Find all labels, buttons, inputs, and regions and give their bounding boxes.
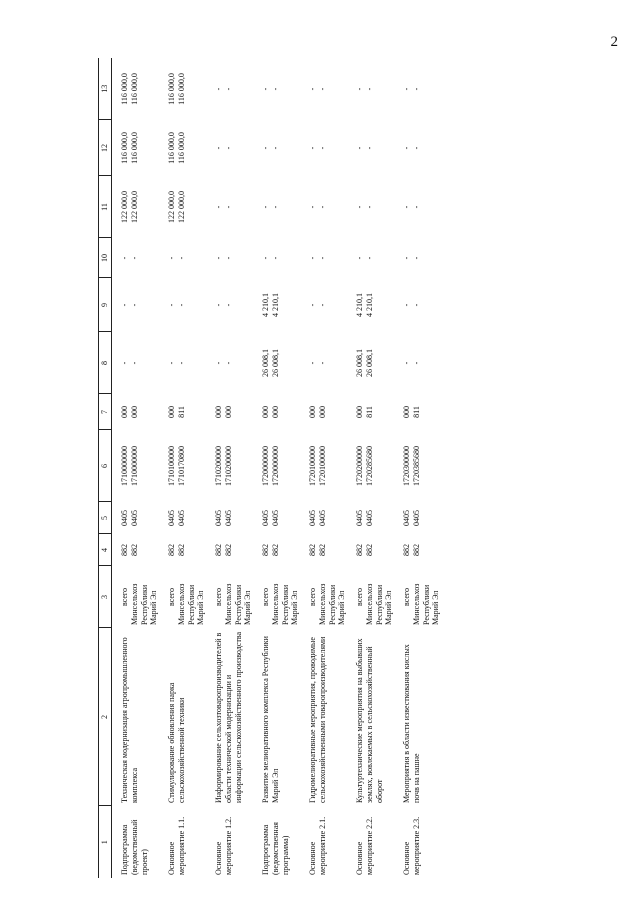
- cell-c5: 0405: [120, 510, 129, 526]
- cell-c8: -: [223, 361, 233, 365]
- cell-c12: -: [223, 146, 233, 150]
- responsible-executor: всего: [355, 588, 364, 607]
- cell-c12: -: [411, 146, 421, 150]
- cell-c6: 1710200000: [214, 446, 223, 486]
- cell-c10: -: [176, 256, 186, 260]
- cell-c13: -: [308, 87, 317, 91]
- cell-c6: 1720385680: [411, 446, 421, 486]
- cell-c13: -: [364, 87, 374, 91]
- cell-c8: -: [402, 361, 411, 365]
- cell-c8: 26 008,1: [355, 349, 364, 377]
- cell-c11: 122 000,0: [167, 191, 176, 223]
- cell-c8: -: [308, 361, 317, 365]
- page-number: 2: [610, 34, 618, 50]
- cell-c10: -: [223, 256, 233, 260]
- cell-c13: 116 000,0: [120, 73, 129, 105]
- cell-c5: 0405: [223, 510, 233, 526]
- cell-c4: 882: [261, 544, 270, 556]
- cell-c12: 116 000,0: [129, 132, 139, 164]
- item-type: Основное мероприятие 2.2.: [355, 816, 374, 875]
- cell-c10: -: [120, 256, 129, 260]
- cell-c9: -: [176, 303, 186, 307]
- cell-c8: -: [120, 361, 129, 365]
- cell-c9: -: [129, 303, 139, 307]
- cell-c6: 1710100000: [167, 446, 176, 486]
- cell-c9: -: [167, 303, 176, 307]
- cell-c4: 882: [355, 544, 364, 556]
- cell-c5: 0405: [364, 510, 374, 526]
- item-name: Мероприятия в области известкования кислых почв на пашне: [402, 644, 421, 803]
- cell-c9: -: [308, 303, 317, 307]
- cell-c13: -: [402, 87, 411, 91]
- cell-c9: -: [402, 303, 411, 307]
- responsible-executor: Минсельхоз Республики Марий Эл: [270, 583, 300, 625]
- cell-c9: 4 210,1: [270, 293, 280, 317]
- cell-c10: -: [402, 256, 411, 260]
- cell-c7: 811: [411, 406, 421, 418]
- cell-c5: 0405: [261, 510, 270, 526]
- item-name: Техническая модернизация агропромышленного комплекса: [120, 637, 139, 803]
- cell-c9: 4 210,1: [261, 293, 270, 317]
- cell-c5: 0405: [402, 510, 411, 526]
- spacer-row: [112, 58, 121, 878]
- cell-c13: -: [214, 87, 223, 91]
- item-type: Подпрограмма (ведомственная программа): [261, 822, 290, 875]
- cell-c12: -: [317, 146, 327, 150]
- item-type: Основное мероприятие 1.2.: [214, 816, 233, 875]
- cell-c5: 0405: [167, 510, 176, 526]
- cell-c4: 882: [402, 544, 411, 556]
- responsible-executor: Минсельхоз Республики Марий Эл: [223, 583, 253, 625]
- cell-c13: 116 000,0: [167, 73, 176, 105]
- cell-c10: -: [317, 256, 327, 260]
- cell-c13: -: [223, 87, 233, 91]
- rotated-table-container: [98, 58, 640, 878]
- cell-c12: -: [402, 146, 411, 150]
- cell-c4: 882: [167, 544, 176, 556]
- cell-c11: -: [364, 205, 374, 209]
- column-header: 10: [99, 238, 112, 278]
- cell-c13: -: [261, 87, 270, 91]
- column-header: 7: [99, 394, 112, 430]
- table-row: [402, 58, 412, 878]
- cell-c11: -: [261, 205, 270, 209]
- item-type: Основное мероприятие 2.3.: [402, 816, 421, 875]
- spacer-row: [206, 58, 214, 878]
- item-name: Гидромелиоративные мероприятия, проводимые сельскохозяйственными товаропроизводителями: [308, 636, 327, 803]
- cell-c8: -: [317, 361, 327, 365]
- cell-c12: 116 000,0: [176, 132, 186, 164]
- cell-c4: 882: [411, 544, 421, 556]
- item-type: Основное мероприятие 2.1.: [308, 816, 327, 875]
- cell-c8: -: [167, 361, 176, 365]
- cell-c9: 4 210,1: [364, 293, 374, 317]
- cell-c13: 116 000,0: [176, 73, 186, 105]
- cell-c12: -: [364, 146, 374, 150]
- cell-c6: 1720100000: [317, 446, 327, 486]
- cell-c11: 122 000,0: [129, 191, 139, 223]
- cell-c5: 0405: [355, 510, 364, 526]
- cell-c6: 1710000000: [129, 446, 139, 486]
- cell-c4: 882: [364, 544, 374, 556]
- cell-c9: 4 210,1: [355, 293, 364, 317]
- cell-c7: 000: [167, 406, 176, 418]
- column-header: 3: [99, 566, 112, 628]
- column-header: 2: [99, 628, 112, 806]
- cell-c13: -: [411, 87, 421, 91]
- cell-c5: 0405: [176, 510, 186, 526]
- cell-c12: -: [261, 146, 270, 150]
- cell-c7: 000: [214, 406, 223, 418]
- responsible-executor: всего: [261, 588, 270, 607]
- cell-c7: 000: [129, 406, 139, 418]
- cell-c6: 1720200000: [355, 446, 364, 486]
- item-name: Информирование сельхозтоваропроизводителей в области технической модернизации и информации сельскохозяйственного производства: [214, 631, 243, 803]
- cell-c6: 1720000000: [261, 446, 270, 486]
- responsible-executor: всего: [308, 588, 317, 607]
- table-row: [167, 58, 177, 878]
- responsible-executor: Минсельхоз Республики Марий Эл: [129, 583, 159, 625]
- column-header: 5: [99, 502, 112, 534]
- cell-c5: 0405: [308, 510, 317, 526]
- cell-c4: 882: [176, 544, 186, 556]
- responsible-executor: Минсельхоз Республики Марий Эл: [411, 583, 441, 625]
- cell-c7: 000: [261, 406, 270, 418]
- responsible-executor: Минсельхоз Республики Марий Эл: [176, 583, 206, 625]
- responsible-executor: Минсельхоз Республики Марий Эл: [317, 583, 347, 625]
- cell-c7: 000: [308, 406, 317, 418]
- cell-c11: 122 000,0: [176, 191, 186, 223]
- spacer-row: [300, 58, 308, 878]
- responsible-executor: Минсельхоз Республики Марий Эл: [364, 583, 394, 625]
- cell-c12: -: [308, 146, 317, 150]
- cell-c11: -: [270, 205, 280, 209]
- cell-c4: 882: [120, 544, 129, 556]
- spacer-row: [347, 58, 355, 878]
- cell-c7: 000: [270, 406, 280, 418]
- cell-c9: -: [223, 303, 233, 307]
- column-header: 12: [99, 120, 112, 176]
- responsible-executor: всего: [402, 588, 411, 607]
- cell-c9: -: [214, 303, 223, 307]
- budget-table: [98, 58, 441, 878]
- item-type: Основное мероприятие 1.1.: [167, 816, 186, 875]
- cell-c7: 000: [120, 406, 129, 418]
- cell-c10: -: [129, 256, 139, 260]
- responsible-executor: всего: [167, 588, 176, 607]
- item-name: Развитие мелиоративного комплекса Республики Марий Эл: [261, 636, 280, 803]
- cell-c13: -: [317, 87, 327, 91]
- cell-c7: 000: [223, 406, 233, 418]
- cell-c5: 0405: [270, 510, 280, 526]
- cell-c5: 0405: [129, 510, 139, 526]
- cell-c8: 26 008,1: [270, 349, 280, 377]
- cell-c12: -: [270, 146, 280, 150]
- cell-c4: 882: [270, 544, 280, 556]
- cell-c8: -: [129, 361, 139, 365]
- table-body: [112, 58, 442, 878]
- item-type: Подпрограмма (ведомственный проект): [120, 819, 149, 875]
- cell-c6: 1710170800: [176, 446, 186, 486]
- cell-c13: -: [355, 87, 364, 91]
- header-row: [99, 58, 112, 878]
- cell-c10: -: [308, 256, 317, 260]
- cell-c9: -: [411, 303, 421, 307]
- cell-c10: -: [214, 256, 223, 260]
- spacer-row: [159, 58, 167, 878]
- cell-c8: -: [176, 361, 186, 365]
- cell-c4: 882: [317, 544, 327, 556]
- cell-c12: 116 000,0: [167, 132, 176, 164]
- cell-c6: 1720285680: [364, 446, 374, 486]
- cell-c9: -: [120, 303, 129, 307]
- cell-c10: -: [364, 256, 374, 260]
- responsible-executor: всего: [214, 588, 223, 607]
- cell-c13: 116 000,0: [129, 73, 139, 105]
- cell-c11: -: [355, 205, 364, 209]
- cell-c10: -: [355, 256, 364, 260]
- cell-c11: 122 000,0: [120, 191, 129, 223]
- column-header: 9: [99, 278, 112, 332]
- cell-c7: 000: [355, 406, 364, 418]
- cell-c4: 882: [223, 544, 233, 556]
- cell-c12: -: [214, 146, 223, 150]
- cell-c5: 0405: [411, 510, 421, 526]
- cell-c4: 882: [129, 544, 139, 556]
- cell-c4: 882: [214, 544, 223, 556]
- cell-c10: -: [411, 256, 421, 260]
- table-row: [355, 58, 365, 878]
- cell-c11: -: [308, 205, 317, 209]
- cell-c13: -: [270, 87, 280, 91]
- cell-c12: -: [355, 146, 364, 150]
- cell-c6: 1720100000: [308, 446, 317, 486]
- cell-c11: -: [402, 205, 411, 209]
- cell-c11: -: [214, 205, 223, 209]
- cell-c7: 811: [176, 406, 186, 418]
- cell-c10: -: [261, 256, 270, 260]
- cell-c7: 811: [364, 406, 374, 418]
- cell-c6: 1710000000: [120, 446, 129, 486]
- cell-c7: 000: [317, 406, 327, 418]
- table-row: [120, 58, 130, 878]
- cell-c8: 26 008,1: [261, 349, 270, 377]
- table-row: [308, 58, 318, 878]
- cell-c6: 1710200000: [223, 446, 233, 486]
- spacer-row: [394, 58, 402, 878]
- cell-c6: 1720300000: [402, 446, 411, 486]
- cell-c8: -: [411, 361, 421, 365]
- spacer-row: [253, 58, 261, 878]
- column-header: 1: [99, 806, 112, 878]
- item-name: Культуртехнические мероприятия на выбывших землях, вовлекаемых в сельскохозяйственный оборот: [355, 638, 384, 803]
- table-row: [214, 58, 224, 878]
- cell-c6: 1720000000: [270, 446, 280, 486]
- column-header: 8: [99, 332, 112, 394]
- column-header: 6: [99, 430, 112, 502]
- cell-c10: -: [270, 256, 280, 260]
- cell-c4: 882: [308, 544, 317, 556]
- cell-c11: -: [317, 205, 327, 209]
- cell-c12: 116 000,0: [120, 132, 129, 164]
- cell-c11: -: [411, 205, 421, 209]
- cell-c5: 0405: [214, 510, 223, 526]
- cell-c8: -: [214, 361, 223, 365]
- column-header: 11: [99, 176, 112, 238]
- cell-c7: 000: [402, 406, 411, 418]
- cell-c9: -: [317, 303, 327, 307]
- responsible-executor: всего: [120, 588, 129, 607]
- cell-c10: -: [167, 256, 176, 260]
- cell-c8: 26 008,1: [364, 349, 374, 377]
- cell-c5: 0405: [317, 510, 327, 526]
- table-row: [261, 58, 271, 878]
- column-header: 13: [99, 58, 112, 120]
- item-name: Стимулирование обновления парка сельскохозяйственной техники: [167, 682, 186, 803]
- cell-c11: -: [223, 205, 233, 209]
- column-header: 4: [99, 534, 112, 566]
